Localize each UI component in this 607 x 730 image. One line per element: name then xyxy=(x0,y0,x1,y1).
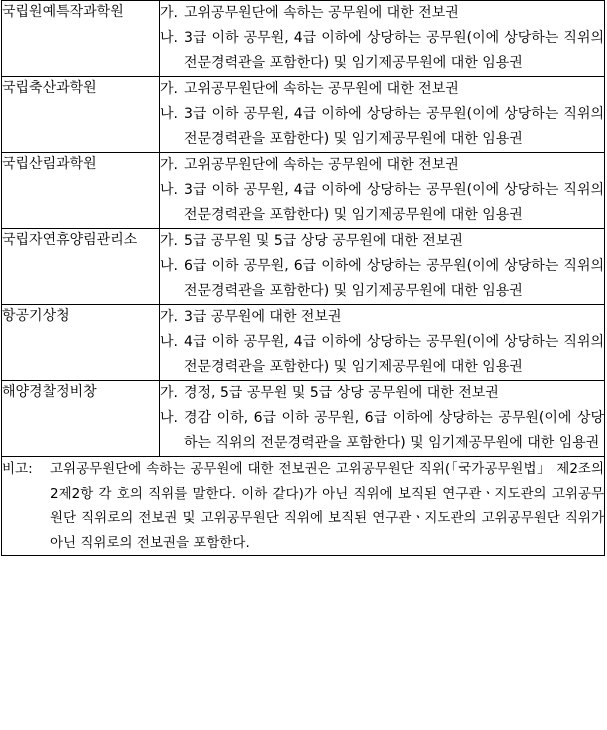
item-marker: 나. xyxy=(160,410,178,426)
list-item xyxy=(160,77,604,102)
table-row xyxy=(2,1,605,77)
authority-cell xyxy=(160,381,605,457)
note-row xyxy=(2,457,605,556)
list-item xyxy=(160,178,604,228)
item-text: 경감 이하, 6급 이하 공무원, 6급 이하에 상당하는 공무원(이에 상당하는 직위의 전문경력관을 포함한다) 및 임기제공무원에 대한 임용권 xyxy=(184,410,604,451)
list-item xyxy=(160,1,604,26)
table-row xyxy=(2,305,605,381)
list-item xyxy=(160,153,604,178)
item-text: 6급 이하 공무원, 6급 이하에 상당하는 공무원(이에 상당하는 직위의 전문경력관을 포함한다) 및 임기제공무원에 대한 임용권 xyxy=(184,258,604,299)
list-item xyxy=(160,330,604,380)
list-item xyxy=(160,406,604,456)
org-name: 국립축산과학원 xyxy=(2,77,160,153)
item-marker: 가. xyxy=(160,385,178,401)
authority-cell xyxy=(160,229,605,305)
item-text: 3급 이하 공무원, 4급 이하에 상당하는 공무원(이에 상당하는 직위의 전문경력관을 포함한다) 및 임기제공무원에 대한 임용권 xyxy=(184,106,604,147)
org-name: 국립원예특작과학원 xyxy=(2,1,160,77)
item-text: 고위공무원단에 속하는 공무원에 대한 전보권 xyxy=(184,81,459,97)
item-marker: 가. xyxy=(160,309,178,325)
delegation-table xyxy=(1,0,605,556)
list-item xyxy=(160,381,604,406)
org-name: 국립산림과학원 xyxy=(2,153,160,229)
note-label: 비고: xyxy=(2,461,33,477)
item-marker: 나. xyxy=(160,30,178,46)
list-item xyxy=(160,254,604,304)
item-marker: 나. xyxy=(160,258,178,274)
item-text: 3급 이하 공무원, 4급 이하에 상당하는 공무원(이에 상당하는 직위의 전문경력관을 포함한다) 및 임기제공무원에 대한 임용권 xyxy=(184,30,604,71)
item-marker: 나. xyxy=(160,334,178,350)
item-text: 3급 이하 공무원, 4급 이하에 상당하는 공무원(이에 상당하는 직위의 전문경력관을 포함한다) 및 임기제공무원에 대한 임용권 xyxy=(184,182,604,223)
list-item xyxy=(160,26,604,76)
item-marker: 가. xyxy=(160,157,178,173)
list-item xyxy=(160,102,604,152)
org-name: 항공기상청 xyxy=(2,305,160,381)
item-text: 3급 공무원에 대한 전보권 xyxy=(184,309,342,325)
item-text: 고위공무원단에 속하는 공무원에 대한 전보권 xyxy=(184,157,459,173)
table-row xyxy=(2,229,605,305)
item-text: 4급 이하 공무원, 4급 이하에 상당하는 공무원(이에 상당하는 직위의 전문경력관을 포함한다) 및 임기제공무원에 대한 임용권 xyxy=(184,334,604,375)
item-marker: 가. xyxy=(160,81,178,97)
list-item xyxy=(160,305,604,330)
table-row xyxy=(2,153,605,229)
table-row xyxy=(2,381,605,457)
list-item xyxy=(160,229,604,254)
authority-cell xyxy=(160,153,605,229)
note-cell xyxy=(2,457,605,556)
item-text: 고위공무원단에 속하는 공무원에 대한 전보권 xyxy=(184,5,459,21)
item-marker: 나. xyxy=(160,106,178,122)
item-text: 경정, 5급 공무원 및 5급 상당 공무원에 대한 전보권 xyxy=(184,385,499,401)
note-text: 고위공무원단에 속하는 공무원에 대한 전보권은 고위공무원단 직위(「국가공무원법」 제2조의2제2항 각 호의 직위를 말한다. 이하 같다)가 아닌 직위에 보직된 연구관ㆍ지도관의 고위공무원단 직위로의 전보권 및 고위공무원단 직위에 보직된 연구관ㆍ지도관의 고위공무원단 직위가 아닌 직위로의 전보권을 포함한다. xyxy=(50,461,604,551)
org-name: 국립자연휴양림관리소 xyxy=(2,229,160,305)
note xyxy=(2,457,604,555)
table-row xyxy=(2,77,605,153)
authority-cell xyxy=(160,305,605,381)
item-marker: 나. xyxy=(160,182,178,198)
item-marker: 가. xyxy=(160,233,178,249)
item-text: 5급 공무원 및 5급 상당 공무원에 대한 전보권 xyxy=(184,233,463,249)
authority-cell xyxy=(160,1,605,77)
org-name: 해양경찰정비창 xyxy=(2,381,160,457)
item-marker: 가. xyxy=(160,5,178,21)
authority-cell xyxy=(160,77,605,153)
